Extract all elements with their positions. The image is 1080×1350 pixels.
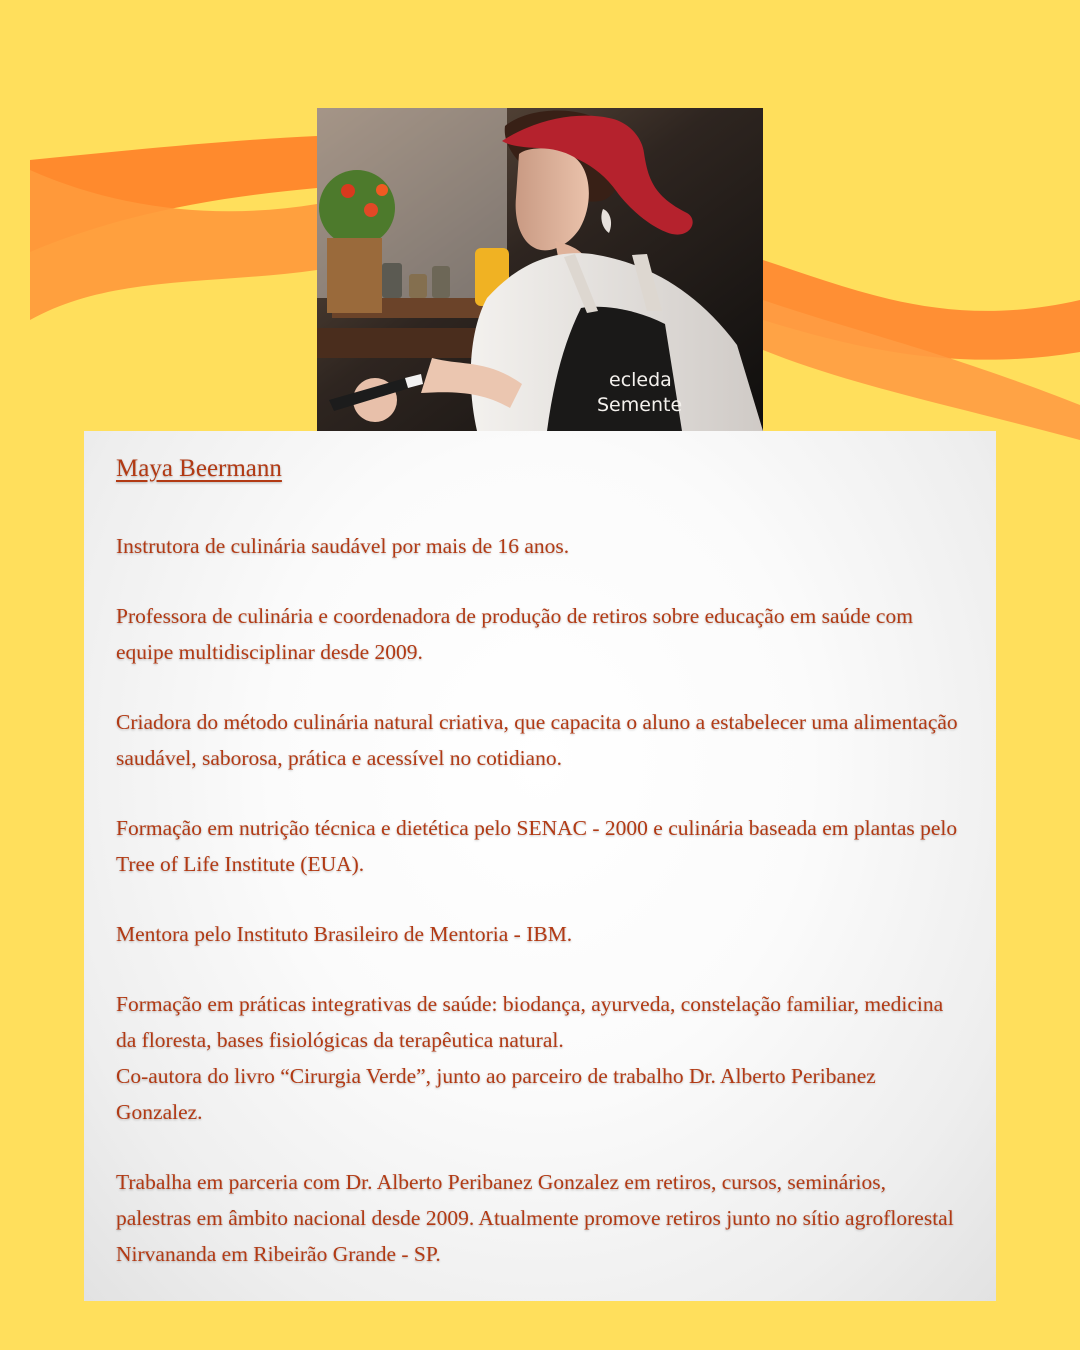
jar-3 <box>432 266 450 298</box>
bio-paragraph-coordinator: Professora de culinária e coordenadora de produção de retiros sobre educação em saúde com equipe multidisciplinar desde 2009. <box>116 604 913 664</box>
bio-paragraph-method: Criadora do método culinária natural criativa, que capacita o aluno a estabelecer uma alimentação saudável, saborosa, prática e acessível no cotidiano. <box>116 710 958 770</box>
red-fruit-1 <box>341 184 355 198</box>
plant-leaves <box>319 170 395 246</box>
bio-paragraph-book: Co-autora do livro “Cirurgia Verde”, junto ao parceiro de trabalho Dr. Alberto Peribanez Gonzalez. <box>116 1064 876 1124</box>
bio-paragraph-mentor: Mentora pelo Instituto Brasileiro de Mentoria - IBM. <box>116 922 573 946</box>
bio-paragraph-nutrition-training: Formação em nutrição técnica e dietética pelo SENAC - 2000 e culinária baseada em plantas pelo Tree of Life Institute (EUA). <box>116 816 958 876</box>
apron-text-line-1: ecleda <box>609 369 672 391</box>
cooking-instructor-illustration <box>317 108 763 431</box>
profile-photo <box>317 108 763 431</box>
profile-card <box>84 431 996 1301</box>
red-fruit-3 <box>376 184 388 196</box>
jar-1 <box>382 263 402 298</box>
bio-paragraph-experience: Instrutora de culinária saudável por mais de 16 anos. <box>116 534 570 558</box>
bio-paragraph-integrative-practices: Formação em práticas integrativas de saúde: biodança, ayurveda, constelação familiar, medicina da floresta, bases fisiológicas da terapêutica natural. <box>116 992 944 1052</box>
red-fruit-2 <box>364 203 378 217</box>
profile-name: Maya Beermann <box>116 455 282 482</box>
bio-paragraph-partnership: Trabalha em parceria com Dr. Alberto Peribanez Gonzalez em retiros, cursos, seminários, palestras em âmbito nacional desde 2009. Atualmente promove retiros junto no sítio agroflorestal Nirvananda em Ribeirão Grande - SP. <box>116 1170 954 1266</box>
jar-2 <box>409 274 427 298</box>
plant-basket <box>327 238 382 313</box>
apron-text-line-2: Semente <box>597 394 683 416</box>
